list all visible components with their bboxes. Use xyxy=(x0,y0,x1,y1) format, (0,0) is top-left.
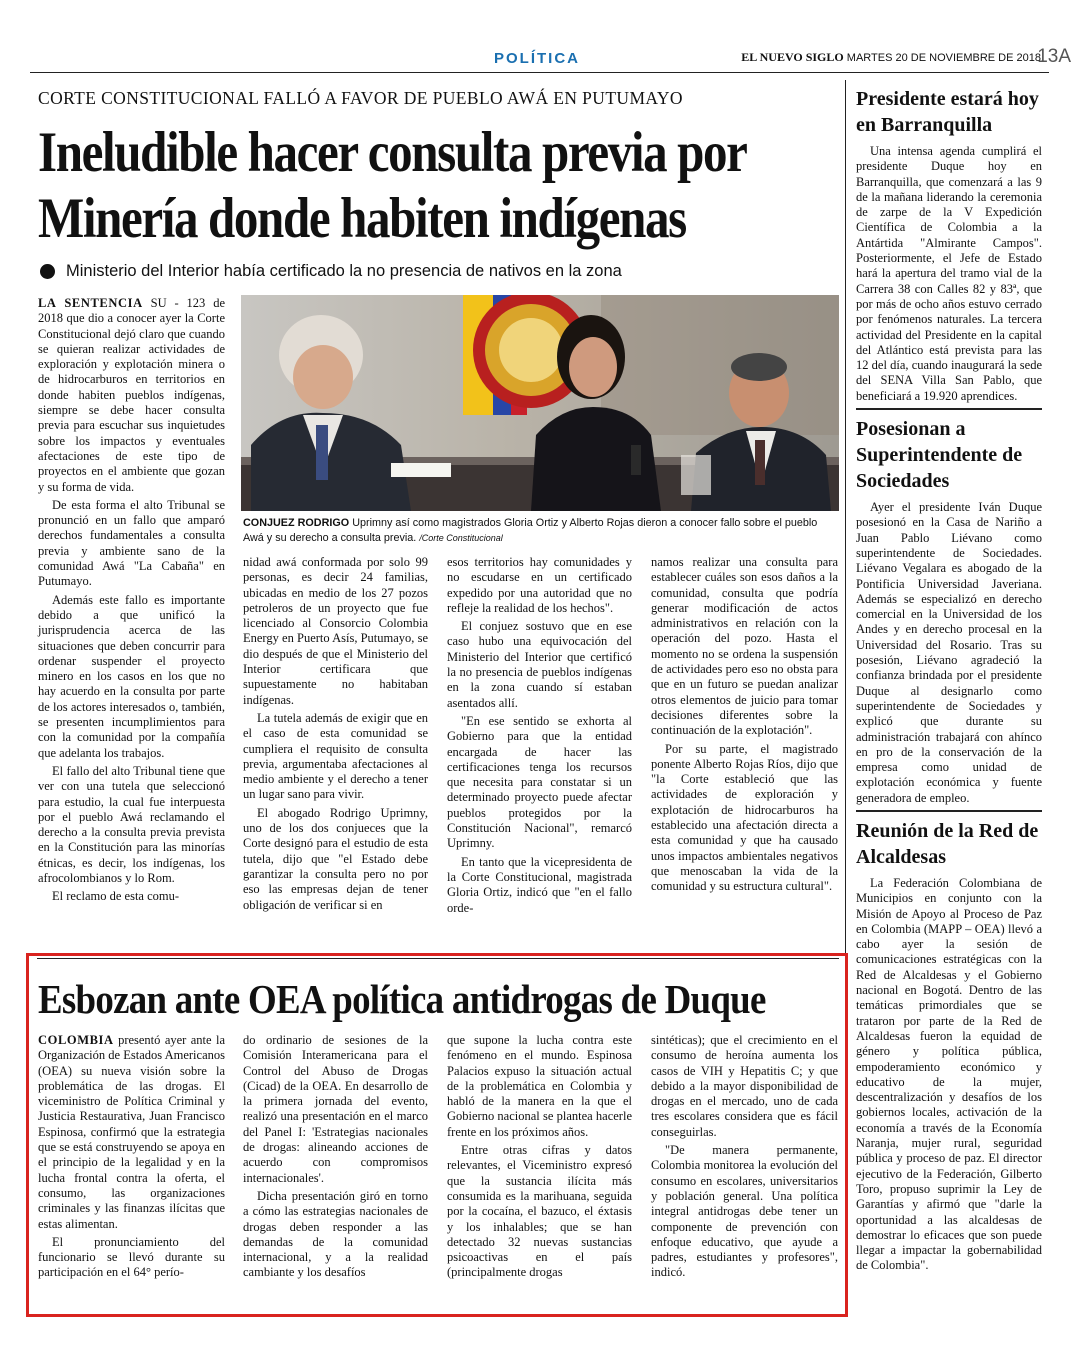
paragraph: esos territorios hay comunidades y no escudarse en un certificado expedido por una autoridad que no refleje la realidad de los hechos". xyxy=(447,555,632,615)
paragraph: La tutela además de exigir que en el caso de esta comunidad se cumpliera el requisito de consulta previa, argumentaba afectaciones al medio ambiente y el derecho a tener un lugar sano para vivir. xyxy=(243,710,428,802)
paragraph: sintéticas); que el crecimiento en el consumo de heroína aumenta los casos de VIH y Hepatitis C; y que debido a la mayor disponibilidad de drogas en el mercado, uno de cada tres escolares considera que es fácil conseguirlas. xyxy=(651,1033,838,1139)
paragraph xyxy=(38,1033,225,1232)
sidebar-headline-3: Reunión de la Red de Alcaldesas xyxy=(856,819,1039,868)
paragraph: "De manera permanente, Colombia monitorea la evolución del consumo en escolares, universitarios y población general. Una política integral antidrogas debe tener un componente de prevención con enfoque educativo, que ayude a padres, estudiantes y profesores", indicó. xyxy=(651,1143,838,1280)
main-kicker: CORTE CONSTITUCIONAL FALLÓ A FAVOR DE PUEBLO AWÁ EN PUTUMAYO xyxy=(38,88,683,108)
oea-col-1 xyxy=(38,1033,225,1284)
paragraph: Entre otras cifras y datos relevantes, el Viceministro expresó que la sustancia ilícita más consumida es la marihuana, seguida por la cocaína, el bazuco, el éxtasis y los inhalables; que se han detectado 32 nuevas sustancias psicoactivas en el país (principalmente drogas xyxy=(447,1143,632,1280)
paragraph: Dicha presentación giró en torno a cómo las estrategias nacionales de drogas deben responder a las demandas de la comunidad internacional, y a la realidad cambiante y los desafíos xyxy=(243,1188,428,1280)
main-col-1 xyxy=(38,296,225,908)
paragraph: Por su parte, el magistrado ponente Alberto Rojas Ríos, dijo que "la Corte estableció que las actividades de exploración y explotación de hidrocarburos ha establecido una afectación directa a esta comunidad y que ha causado unos impactos ambientales negativos que menoscaban la vida de la comunidad y su estructura cultural". xyxy=(651,741,838,894)
paragraph: Ayer el presidente Iván Duque posesionó en la Casa de Nariño a Juan Pablo Liévano como superintendente de Sociedades. Liévano Vegalara es abogado de la Pontificia Universidad Javeriana. Además se especializó en derecho comercial en la Universidad de los Andes y en derecho procesal en la Universidad del Rosario. Tras su posesión, Liévano agradeció la confianza brindada por el presidente Duque al designarlo como superintendente de Sociedades y explicó que durante su administración trabajará con ahínco en pro de la conservación de la empresa como unidad de explotación económica y fuente generadora de empleo. xyxy=(856,500,1042,805)
photo-credit: /Corte Constitucional xyxy=(419,533,503,543)
paragraph: namos realizar una consulta para establecer cuáles son esos daños a la comunidad, consulta que podría generar modificación de actos administrativos en relación con la operación del pozo. Hasta el momento no se ordena la suspensión de actividades pero eso no obsta para que en un futuro se puedan analizar otros elementos de juicio para tomar decisiones diferentes sobre la continuación de la explotación". xyxy=(651,555,838,738)
paragraph: La Federación Colombiana de Municipios en conjunto con la Misión de Apoyo al Proceso de Paz en Colombia (MAPP – OEA) llevó a cabo ayer la sesión de comunicaciones estratégicas con la Red de Alcaldesas y el Gobierno nacional en Bogotá. Dentro de las temáticas primordiales que se trataron por parte de la Red de Alcaldesas fueron la equidad de género y política pública, empoderamiento económico y educativo de la mujer, descentralización y desafíos de los gobiernos locales, activación de la economía a través de la Economía Naranja, mujer rural, seguridad pública y proceso de paz. El director ejecutivo de la Federación, Gilberto Toro, propuso suprimir la Ley de Garantías y afirmó que "darle la oportunidad a las alcaldesas de demostrar lo eficaces que son puede llegar a impactar la gobernabilidad de Colombia". xyxy=(856,875,1042,1273)
main-col-2 xyxy=(243,555,428,916)
sidebar xyxy=(856,86,1042,1277)
oea-col-3 xyxy=(447,1033,632,1284)
sidebar-story-3 xyxy=(856,876,1042,1274)
sidebar-headline-2: Posesionan a Superintendente de Sociedades xyxy=(856,418,1023,493)
sidebar-rule xyxy=(856,810,1042,812)
paragraph: Además este fallo es importante debido a que unificó la jurisprudencia acerca de las situaciones que deben concurrir para ordenar suspender el proyecto minero en los casos en los que no hay acuerdo en la consulta por parte de los actores interesados o, también, se presenten incumplimientos para con la comunidad por la compañía que adelanta los trabajos. xyxy=(38,592,225,760)
paragraph: "En ese sentido se exhorta al Gobierno para que la entidad encargada de hacer las certificaciones tenga los recursos que necesita para constatar si un determinado proyecto puede afectar pueblos protegidos por la Constitución Nacional", remarcó Uprimny. xyxy=(447,713,632,851)
lead-in: LA SENTENCIA xyxy=(38,296,143,310)
sidebar-headline-1: Presidente estará hoy en Barranquilla xyxy=(856,88,1039,136)
paragraph: Una intensa agenda cumplirá el presidente Duque hoy en Barranquilla, que comenzará a las 9 de la mañana liderando la ceremonia de zarpe de la V Expedición Científica de Colombia a la Antártida "Almirante Campos". Posteriormente, el Jefe de Estado hará la apertura del tramo vial de la Carrera 38 con Calles 82 y 83ª, que por más de ocho años estuvo cerrado por fenómenos naturales. La tercera actividad del Presidente en la capital del Atlántico está prevista para las 12 del día, cuando inaugurará la sede del SENA Villa San Pablo, que beneficiará a 19.920 aprendices. xyxy=(856,144,1042,403)
paragraph: El reclamo de esta comu- xyxy=(52,889,180,904)
bullet-icon xyxy=(40,264,55,279)
photo-illustration xyxy=(241,295,839,511)
page-number: 13A xyxy=(1037,46,1071,67)
main-dek xyxy=(40,262,622,281)
issue-date: MARTES 20 DE NOVIEMBRE DE 2018 xyxy=(846,52,1041,64)
oea-col-2 xyxy=(243,1033,428,1284)
paragraph: En tanto que la vicepresidenta de la Corte Constitucional, magistrada Gloria Ortiz, indicó que "en el fallo orde- xyxy=(447,854,632,915)
paragraph: do ordinario de sesiones de la Comisión Interamericana para el Control del Abuso de Drogas (Cicad) de la OEA. En desarrollo de la primera jornada del evento, realizó una presentación en el marco del Panel I: 'Estrategias nacionales de drogas: alineando acciones de acuerdo con compromisos internacionales'. xyxy=(243,1033,428,1185)
main-headline xyxy=(38,120,747,252)
oea-col-4 xyxy=(651,1033,838,1284)
paragraph xyxy=(38,296,225,495)
lead-in: COLOMBIA xyxy=(38,1033,114,1047)
caption-lead: CONJUEZ RODRIGO xyxy=(243,517,350,529)
dek-text: Ministerio del Interior había certificado la no presencia de nativos en la zona xyxy=(66,262,622,280)
paragraph: que supone la lucha contra este fenómeno en el mundo. Espinosa Palacios expuso la situación actual de la problemática en Colombia y habló de la manera en la que el Gobierno nacional se plantea hacerle frente en los próximos años. xyxy=(447,1033,632,1139)
headline-line-1: Ineludible hacer consulta previa por xyxy=(38,121,747,184)
oea-top-rule xyxy=(37,958,839,959)
paragraph: El abogado Rodrigo Uprimny, uno de los dos conjueces que la Corte designó para el estudio de esta tutela, dijo que "el Estado debe garantizar la consulta pero no por eso las empresas dejan de tener obligación de verificar si en xyxy=(243,805,428,912)
oea-headline: Esbozan ante OEA política antidrogas de Duque xyxy=(38,976,766,1022)
masthead xyxy=(741,50,1041,65)
section-label: POLÍTICA xyxy=(494,50,580,67)
main-col-3 xyxy=(447,555,632,919)
sidebar-rule xyxy=(856,408,1042,410)
main-col-4 xyxy=(651,555,838,898)
paragraph: De esta forma el alto Tribunal se pronunció en un fallo que amparó derechos fundamentales a consulta previa y ambiente sano de la comunidad Awá "La Cabaña" en Putumayo. xyxy=(38,497,225,589)
paragraph-text: SU - 123 de 2018 que dio a conocer ayer la Corte Constitucional dejó claro que cuando se quieran realizar actividades de exploración y explotación minera o de hidrocarburos en territorios en donde habiten pueblos indígenas, siempre se debe hacer consulta previa para escuchar sus inquietudes sobre los impactos y eventuales afectaciones de este tipo de proyectos en el ambiente que gozan y su forma de vida. xyxy=(38,296,226,494)
paper-name: EL NUEVO SIGLO xyxy=(741,50,844,64)
photo-caption xyxy=(243,516,839,546)
paragraph: El conjuez sostuvo que en ese caso hubo una equivocación del Ministerio del Interior que certificó la no presencia de pueblos indígenas en la zona cuando sí estaban asentados allí. xyxy=(447,619,632,710)
paragraph: El fallo del alto Tribunal tiene que ver con una tutela que seleccionó para estudio, la cual fue interpuesta por el pueblo Awá reclamando el derecho a la consulta previa prevista en la Constitución para las minorías étnicas, es decir, los indígenas, los afrocolombianos y lo Rom. xyxy=(38,763,225,885)
sidebar-story-2 xyxy=(856,500,1042,806)
paragraph: El pronunciamiento del funcionario se llevó durante su participación en el 64° perío- xyxy=(38,1234,225,1280)
court-photo xyxy=(241,295,839,511)
header-rule xyxy=(30,72,1049,73)
sidebar-story-1 xyxy=(856,144,1042,404)
paragraph: nidad awá conformada por solo 99 personas, es decir 24 familias, ubicadas en medio de los 27 pozos petroleros de un proyecto que fue licenciado al Consorcio Colombia Energy en Puerto Asís, Putumayo, se dio después de que el Ministerio del Interior certificara que supuestamente no habitaban indígenas. xyxy=(243,555,428,707)
headline-line-2: Minería donde habiten indígenas xyxy=(38,187,686,250)
paragraph-text: presentó ayer ante la Organización de Estados Americanos (OEA) su nueva visión sobre la problemática de las drogas. El viceministro de Política Criminal y Justicia Restaurativa, Juan Francisco Espinosa, confirmó que la estrategia que se está construyendo se apoya en el principio de la legalidad y en la lucha frontal contra la oferta, el consumo, las organizaciones criminales y las finanzas ilícitas que estas alimentan. xyxy=(38,1033,225,1231)
caption-text: Uprimny así como magistrados Gloria Ortiz y Alberto Rojas dieron a conocer fallo sobre el pueblo Awá y su derecho a consulta previa. xyxy=(243,517,818,544)
